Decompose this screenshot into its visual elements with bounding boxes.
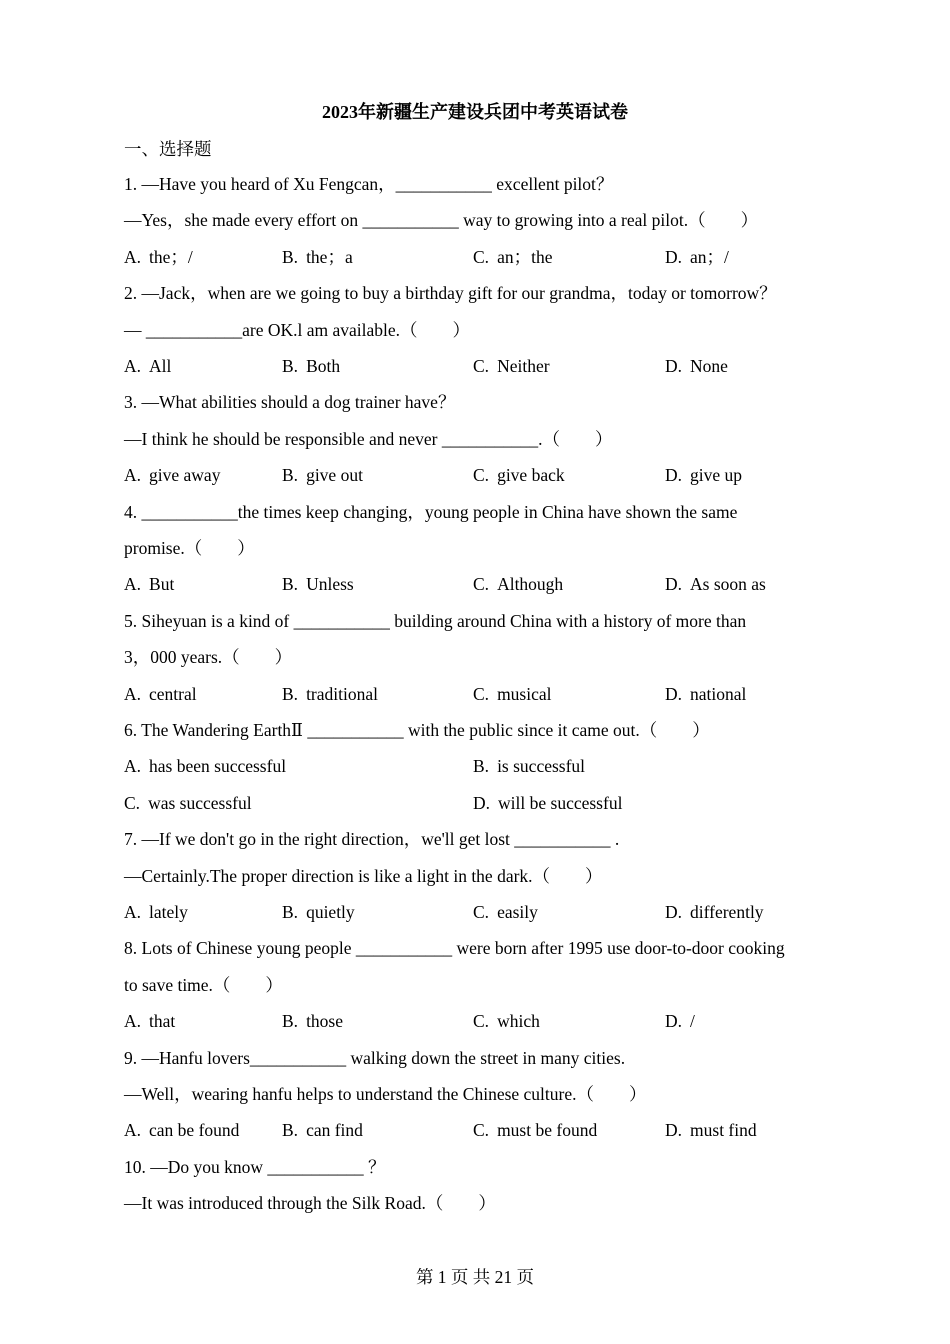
option-letter: A. xyxy=(124,246,142,267)
option-text: must find xyxy=(690,1120,757,1141)
option-text: quietly xyxy=(306,902,355,922)
option-text: an；the xyxy=(497,246,553,267)
question-line: 4. ___________the times keep changing，young people in China have shown the same xyxy=(124,501,738,522)
option-text: lately xyxy=(149,902,188,922)
option-text: Both xyxy=(306,356,341,376)
answer-option xyxy=(473,463,565,487)
option-text: easily xyxy=(497,902,538,922)
question-line: —I think he should be responsible and never ___________.（ ） xyxy=(124,428,613,449)
question-line: —Certainly.The proper direction is like a light in the dark.（ ） xyxy=(124,865,603,886)
option-letter: D. xyxy=(665,683,683,704)
option-text: an；/ xyxy=(690,246,729,267)
option-text: national xyxy=(690,683,747,704)
option-letter: B. xyxy=(282,1011,299,1032)
answer-option xyxy=(473,791,622,815)
answer-option xyxy=(124,463,220,487)
option-letter: A. xyxy=(124,574,142,595)
option-letter: B. xyxy=(282,574,299,595)
option-text: give out xyxy=(306,465,363,486)
question-line: 3，000 years.（ ） xyxy=(124,647,293,668)
option-letter: A. xyxy=(124,356,142,376)
option-text: traditional xyxy=(306,683,378,704)
answer-option xyxy=(473,572,563,596)
option-letter: C. xyxy=(473,574,490,595)
option-text: give up xyxy=(690,465,743,486)
option-text: must be found xyxy=(497,1120,598,1141)
question-line: 2. —Jack，when are we going to buy a birthday gift for our grandma，today or tomorrow？ xyxy=(124,283,777,304)
option-text: / xyxy=(690,1011,695,1032)
option-text: was successful xyxy=(148,792,252,813)
answer-option xyxy=(665,1118,757,1142)
answer-option xyxy=(282,1118,363,1142)
option-letter: D. xyxy=(665,1011,683,1032)
option-letter: A. xyxy=(124,1011,142,1032)
answer-option xyxy=(282,463,363,487)
answer-option xyxy=(124,1118,239,1142)
question-line: promise.（ ） xyxy=(124,538,255,558)
option-letter: B. xyxy=(282,902,299,922)
option-text: Although xyxy=(497,574,564,595)
answer-option xyxy=(124,245,193,269)
answer-option xyxy=(282,900,355,924)
answer-option xyxy=(124,682,197,706)
question-line: 8. Lots of Chinese young people ___________ were born after 1995 use door-to-door cooking xyxy=(124,938,785,959)
answer-option xyxy=(665,1009,695,1033)
option-letter: C. xyxy=(473,356,490,376)
option-text: which xyxy=(497,1011,540,1032)
answer-option xyxy=(665,354,728,378)
answer-option xyxy=(665,682,746,706)
answer-option xyxy=(282,245,353,269)
option-text: musical xyxy=(497,683,552,704)
answer-option xyxy=(665,245,729,269)
option-letter: C. xyxy=(473,246,490,267)
question-line: 7. —If we don't go in the right direction，we'll get lost ___________ . xyxy=(124,829,620,850)
option-letter: D. xyxy=(665,1120,683,1141)
option-text: As soon as xyxy=(690,574,766,595)
option-letter: C. xyxy=(473,902,490,922)
option-letter: A. xyxy=(124,465,142,486)
option-text: has been successful xyxy=(149,756,287,777)
option-text: central xyxy=(149,683,197,704)
option-letter: D. xyxy=(665,246,683,267)
option-text: give back xyxy=(497,465,565,486)
option-letter: D. xyxy=(665,902,683,922)
option-letter: C. xyxy=(124,792,141,813)
option-text: will be successful xyxy=(498,792,623,813)
answer-option xyxy=(282,354,340,378)
option-text: None xyxy=(690,356,728,376)
option-letter: D. xyxy=(473,792,491,813)
option-text: the；a xyxy=(306,246,353,267)
option-letter: D. xyxy=(665,356,683,376)
option-text: can find xyxy=(306,1120,363,1141)
question-line: 5. Siheyuan is a kind of ___________ building around China with a history of more than xyxy=(124,610,747,631)
question-line: 1. —Have you heard of Xu Fengcan，___________ excellent pilot？ xyxy=(124,174,614,194)
option-letter: C. xyxy=(473,1120,490,1141)
question-line: 3. —What abilities should a dog trainer have？ xyxy=(124,392,456,413)
answer-option xyxy=(282,1009,343,1033)
answer-option xyxy=(473,245,552,269)
option-letter: B. xyxy=(473,756,490,777)
answer-option xyxy=(473,1009,540,1033)
answer-option xyxy=(665,463,742,487)
option-letter: D. xyxy=(665,465,683,486)
question-line: 10. —Do you know ___________ ？ xyxy=(124,1156,386,1177)
option-text: All xyxy=(149,356,172,376)
option-text: the；/ xyxy=(149,246,193,267)
option-letter: A. xyxy=(124,1120,142,1141)
option-text: can be found xyxy=(149,1120,240,1141)
option-letter: D. xyxy=(665,574,683,595)
page-title: 2023年新疆生产建设兵团中考英语试卷 xyxy=(322,102,628,122)
question-line: — ___________are OK.l am available.（ ） xyxy=(124,319,471,340)
answer-option xyxy=(473,682,552,706)
answer-option xyxy=(124,754,286,778)
option-text: Neither xyxy=(497,356,550,376)
option-letter: C. xyxy=(473,1011,490,1032)
answer-option xyxy=(282,682,378,706)
answer-option xyxy=(124,791,252,815)
page-footer: 第 1 页 共 21 页 xyxy=(415,1267,535,1287)
answer-option xyxy=(124,1009,175,1033)
option-letter: C. xyxy=(473,683,490,704)
answer-option xyxy=(124,572,174,596)
option-text: that xyxy=(149,1011,176,1032)
answer-option xyxy=(124,900,188,924)
option-letter: B. xyxy=(282,1120,299,1141)
option-letter: A. xyxy=(124,902,142,922)
answer-option xyxy=(665,572,766,596)
option-text: give away xyxy=(149,465,221,486)
option-letter: B. xyxy=(282,246,299,267)
option-letter: B. xyxy=(282,683,299,704)
option-letter: B. xyxy=(282,465,299,486)
option-letter: A. xyxy=(124,683,142,704)
option-text: differently xyxy=(690,902,764,922)
option-text: Unless xyxy=(306,574,354,595)
option-text: is successful xyxy=(497,756,586,777)
option-text: those xyxy=(306,1011,344,1032)
option-letter: C. xyxy=(473,465,490,486)
answer-option xyxy=(282,572,354,596)
question-line: 9. —Hanfu lovers___________ walking down the street in many cities. xyxy=(124,1047,626,1068)
option-letter: A. xyxy=(124,756,142,777)
section-heading: 一、选择题 xyxy=(124,139,212,159)
answer-option xyxy=(473,900,538,924)
answer-option xyxy=(473,354,550,378)
question-line: —It was introduced through the Silk Road.（ ） xyxy=(124,1193,496,1214)
answer-option xyxy=(124,354,171,378)
option-letter: B. xyxy=(282,356,299,376)
answer-option xyxy=(473,1118,597,1142)
option-text: But xyxy=(149,574,175,595)
question-line: 6. The Wandering EarthⅡ ___________ with the public since it came out.（ ） xyxy=(124,720,710,740)
answer-option xyxy=(665,900,764,924)
question-line: to save time.（ ） xyxy=(124,974,283,995)
question-line: —Well，wearing hanfu helps to understand the Chinese culture.（ ） xyxy=(124,1084,647,1104)
question-line: —Yes，she made every effort on ___________ way to growing into a real pilot.（ ） xyxy=(124,210,759,231)
answer-option xyxy=(473,754,585,778)
